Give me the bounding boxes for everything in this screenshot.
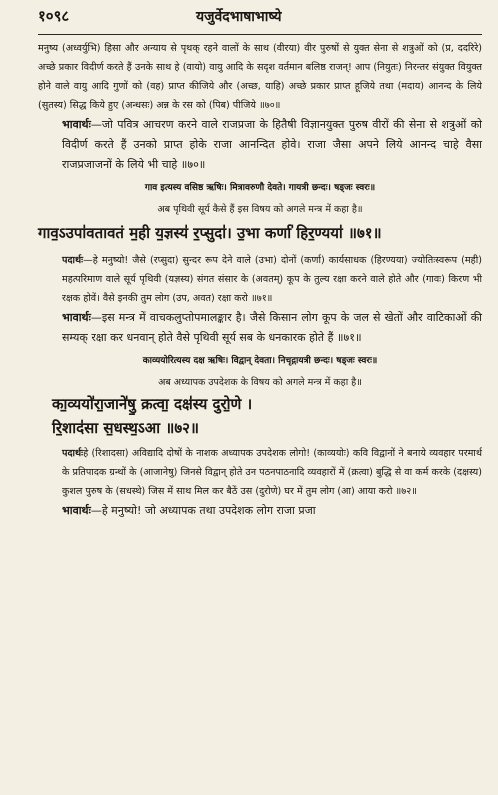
mantra-72-line-1: का॒व्ययो॑रा॒जाने॑षु॒ क्रत्वा॒ दक्ष॑स्य दुरो॒णे । [52, 395, 253, 413]
padartha-71 [38, 251, 482, 308]
padartha-label: पदार्थः [62, 448, 84, 459]
bhavartha-label: भावार्थः [62, 504, 91, 517]
padartha-70-continued: मनुष्य (अध्वर्युभि) हिसा और अन्याय से पृथक् रहने वालों के साथ (वीरया) वीर पुरुषों से युक्त सेना से शत्रुओं को (प्र, ददरिरे) अच्छे प्रकार विदीर्ण करते हैं उनके साथ हे (वायो) वायु आदि के सदृश वर्तमान बलिष्ठ राजन्! आप (नियुतः) निरन्तर संयुक्त वियुक्त होने वाले वायु आदि गुणों को (वह) प्राप्त कीजिये और (अच्छ, याहि) अच्छे प्रकार प्राप्त हूजिये तथा (मदाय) आनन्द के लिये (सुतस्य) सिद्ध किये हुए (अन्धसः) अन्न के रस को (पिब) पीजिये ॥७०॥ [38, 43, 482, 111]
page-number: १०९८ [38, 7, 70, 25]
padartha-text: —हे मनुष्यो! जैसे (रप्सुदा) सुन्दर रूप देने वाले (उभा) दोनों (कर्णा) कार्यसाधक (हिरण्यया) ज्योतिःस्वरूप (मही) महत्परिमाण वाले सूर्य पृथिवी (यज्ञस्य) संगत संसार के (अवतम्) कूप के तुल्य रक्षा करने वाले होते और (गावः) किरण भी रक्षक होवें। वैसे इनकी तुम लोग (उप, अवत) रक्षा करो ॥७१॥ [62, 255, 482, 304]
padartha-text: हे (रिशादसा) अविद्यादि दोषों के नाशक अध्यापक उपदेशक लोगो! (काव्ययोः) कवि विद्वानों ने बनाये व्यवहार परमार्थ के प्रतिपादक ग्रन्थों के (आजानेषु) जिनसे विद्वान् होते उन पठनपाठनादि व्यवहारों में (क्रत्वा) बुद्धि से वा कर्म करके (दक्षस्य) कुशल पुरुष के (सधस्थे) जिस में साथ मिल कर बैठें उस (दुरोणे) घर में तुम लोग (आ) आया करो ॥७२॥ [62, 448, 482, 497]
bhavartha-text: —हे मनुष्यो! जो अध्यापक तथा उपदेशक लोग राजा प्रजा [90, 504, 316, 517]
rishi-line-72: काव्ययोरित्यस्य दक्ष ऋषिः। विद्वान् देवता। निचृद्गायत्री छन्दः। षड्जः स्वरः॥ [142, 356, 378, 366]
mantra-72-line-2: रि॒शाद॑सा स॒धस्थ॒ऽआ ॥७२॥ [52, 419, 199, 437]
bhavartha-text: —जो पवित्र आचरण करने वाले राजप्रजा के हितैषी विज्ञानयुक्त पुरुष वीरों की सेना से शत्रुओं को विदीर्ण करते हैं उनको प्राप्त होके राजा आनन्दित होवे। राजा जैसा अपने लिये आनन्द चाहे वैसा राजप्रजाजनों के लिये भी चाहे ॥७०॥ [62, 118, 482, 171]
mantra-71: गाव॒ऽउपा॑वतावतं म॒ही य॒ज्ञस्य॑ र॒प्सुदा॑। उ॒भा कर्णा॑ हिर॒ण्यया॑ ॥७१॥ [38, 224, 382, 242]
running-title: यजुर्वेदभाषाभाष्ये [196, 9, 282, 25]
padartha-72 [38, 444, 482, 501]
bhavartha-70 [38, 115, 482, 175]
bhavartha-72 [38, 501, 482, 521]
bhavartha-label: भावार्थः [62, 311, 91, 324]
bhavartha-text: —इस मन्त्र में वाचकलुप्तोपमालङ्कार है। जैसे किसान लोग कूप के जल से खेतों और वाटिकाओं की सम्यक् रक्षा कर धनवान् होते वैसे पृथिवी सूर्य सब के धनकारक होते हैं ॥७१॥ [62, 311, 482, 344]
header-rule [38, 34, 482, 35]
intro-line-71: अब पृथिवी सूर्य कैसे हैं इस विषय को अगले मन्त्र में कहा है॥ [157, 204, 363, 215]
page-header [38, 6, 482, 36]
bhavartha-71 [38, 308, 482, 348]
rishi-line-71: गाव इत्यस्य वसिष्ठ ऋषिः। मित्रावरुणौ देवते। गायत्री छन्दः। षड्जः स्वरः॥ [144, 183, 376, 193]
intro-line-72: अब अध्यापक उपदेशक के विषय को अगले मन्त्र में कहा है॥ [158, 377, 362, 388]
bhavartha-label: भावार्थः [62, 118, 91, 131]
padartha-label: पदार्थः [62, 255, 84, 266]
